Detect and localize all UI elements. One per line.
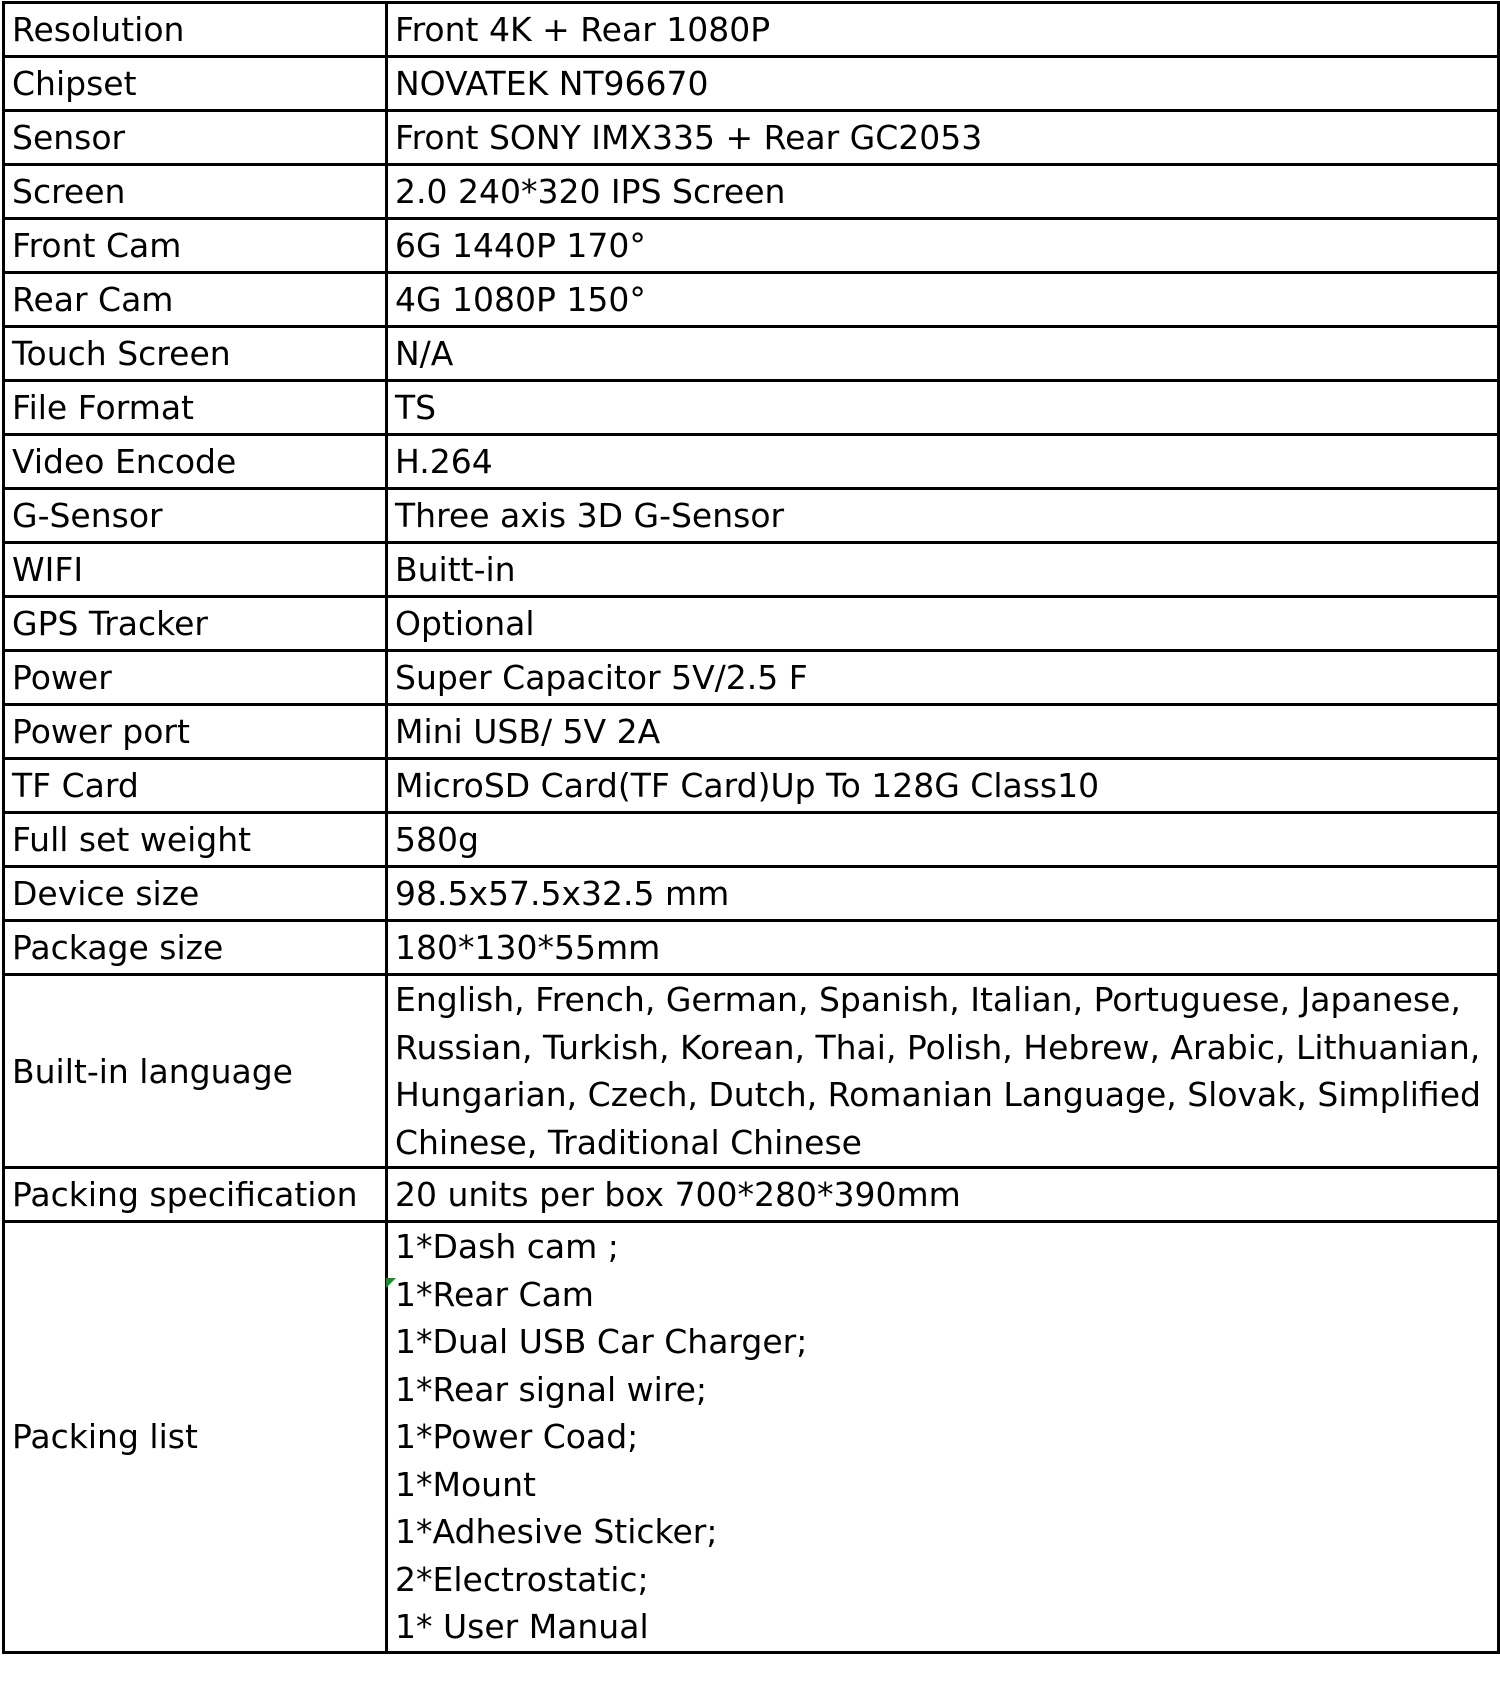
spec-row — [4, 597, 1499, 651]
spec-value: NOVATEK NT96670 — [387, 57, 1499, 111]
spec-table-body — [4, 3, 1499, 1653]
spec-row — [4, 165, 1499, 219]
spec-label: Front Cam — [4, 219, 387, 273]
spec-label: Screen — [4, 165, 387, 219]
spec-value: Buitt-in — [387, 543, 1499, 597]
packing-spec-value: 20 units per box 700*280*390mm — [387, 1168, 1499, 1222]
spec-label: Power port — [4, 705, 387, 759]
language-value — [387, 975, 1499, 1168]
spec-label: Video Encode — [4, 435, 387, 489]
spec-value: Super Capacitor 5V/2.5 F — [387, 651, 1499, 705]
packing-list-item: 1*Adhesive Sticker; — [395, 1512, 718, 1551]
spec-value: Optional — [387, 597, 1499, 651]
spec-label: G-Sensor — [4, 489, 387, 543]
spec-value: 4G 1080P 150° — [387, 273, 1499, 327]
spec-row — [4, 759, 1499, 813]
spec-row — [4, 867, 1499, 921]
language-label: Built-in language — [4, 975, 387, 1168]
spec-value: Three axis 3D G-Sensor — [387, 489, 1499, 543]
spec-label: Chipset — [4, 57, 387, 111]
spec-row — [4, 813, 1499, 867]
spec-label: GPS Tracker — [4, 597, 387, 651]
packing-list-item: 1*Dash cam ; — [395, 1227, 619, 1266]
spec-label: Sensor — [4, 111, 387, 165]
language-row — [4, 975, 1499, 1168]
packing-list-item: 1*Dual USB Car Charger; — [395, 1322, 808, 1361]
spec-row — [4, 111, 1499, 165]
packing-list-item: 1* User Manual — [395, 1607, 649, 1646]
spec-value: 580g — [387, 813, 1499, 867]
spec-label: TF Card — [4, 759, 387, 813]
packing-list-item: 1*Rear Cam — [395, 1274, 594, 1314]
spec-label: Full set weight — [4, 813, 387, 867]
spec-label: WIFI — [4, 543, 387, 597]
spec-row — [4, 489, 1499, 543]
spec-row — [4, 921, 1499, 975]
spec-value: MicroSD Card(TF Card)Up To 128G Class10 — [387, 759, 1499, 813]
spec-value: Front SONY IMX335 + Rear GC2053 — [387, 111, 1499, 165]
spec-label: File Format — [4, 381, 387, 435]
spec-row — [4, 381, 1499, 435]
spec-label: Touch Screen — [4, 327, 387, 381]
packing-spec-row — [4, 1168, 1499, 1222]
spec-row — [4, 219, 1499, 273]
language-line: Hungarian, Czech, Dutch, Romanian Language, Slovak, Simplified — [395, 1075, 1481, 1114]
spec-label: Device size — [4, 867, 387, 921]
packing-list-item: 1*Mount — [395, 1464, 536, 1504]
spec-label: Power — [4, 651, 387, 705]
packing-list-item: 1*Power Coad; — [395, 1417, 639, 1456]
language-line: Chinese, Traditional Chinese — [395, 1122, 862, 1162]
packing-list-item: 2*Electrostatic; — [395, 1559, 649, 1599]
spec-row — [4, 543, 1499, 597]
spec-label: Package size — [4, 921, 387, 975]
packing-list-label: Packing list — [4, 1222, 387, 1653]
packing-list-row — [4, 1222, 1499, 1653]
spec-value: TS — [387, 381, 1499, 435]
spec-row — [4, 705, 1499, 759]
language-line: Russian, Turkish, Korean, Thai, Polish, Hebrew, Arabic, Lithuanian, — [395, 1027, 1481, 1067]
spec-row — [4, 327, 1499, 381]
spec-value: 98.5x57.5x32.5 mm — [387, 867, 1499, 921]
packing-list-item: 1*Rear signal wire; — [395, 1369, 708, 1409]
spec-row — [4, 651, 1499, 705]
packing-list-value — [387, 1222, 1499, 1653]
spec-row — [4, 435, 1499, 489]
spec-label: Resolution — [4, 3, 387, 57]
spec-row — [4, 57, 1499, 111]
spec-value: 180*130*55mm — [387, 921, 1499, 975]
language-line: English, French, German, Spanish, Italian, Portuguese, Japanese, — [395, 980, 1461, 1019]
spec-value: Mini USB/ 5V 2A — [387, 705, 1499, 759]
packing-spec-label: Packing specification — [4, 1168, 387, 1222]
spec-value: Front 4K + Rear 1080P — [387, 3, 1499, 57]
spec-row — [4, 273, 1499, 327]
spec-value: H.264 — [387, 435, 1499, 489]
spec-row — [4, 3, 1499, 57]
spec-value: 2.0 240*320 IPS Screen — [387, 165, 1499, 219]
spec-value: N/A — [387, 327, 1499, 381]
spec-value: 6G 1440P 170° — [387, 219, 1499, 273]
spec-label: Rear Cam — [4, 273, 387, 327]
cell-comment-marker-icon — [386, 1278, 396, 1288]
spec-table — [2, 1, 1500, 1654]
